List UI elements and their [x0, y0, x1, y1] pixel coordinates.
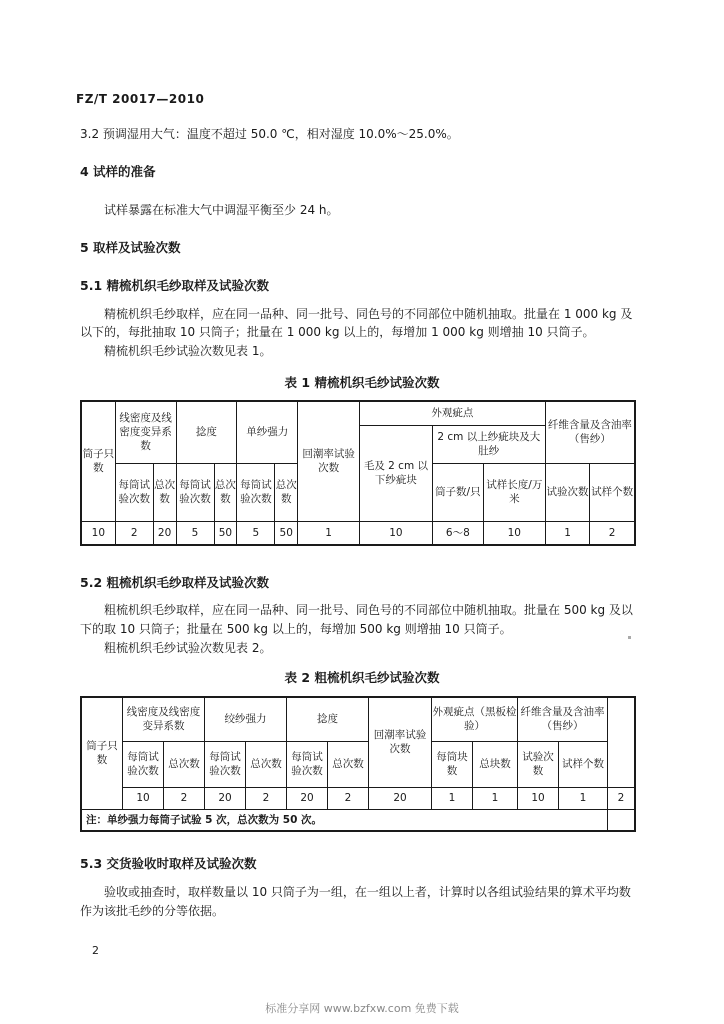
section-5-heading: 5 取样及试验次数: [80, 240, 181, 255]
table-cell: 2: [246, 787, 287, 809]
table-row: [81, 521, 635, 545]
t1-sub-per-twist: 每筒试验次数: [176, 463, 214, 521]
t2-h-strength: 绞纱强力: [205, 697, 287, 741]
table-cell: 10: [360, 521, 433, 545]
clause-5-2-line3: 粗梳机织毛纱试验次数见表 2。: [104, 641, 272, 655]
t1-sub-length: 试样长度/万米: [483, 463, 545, 521]
clause-3-2: 3.2 预调湿用大气：温度不超过 50.0 ℃，相对湿度 10.0%～25.0%。: [80, 127, 459, 141]
t2-sub-per-linear: 每筒试验次数: [123, 741, 164, 787]
t2-h-tubes: 筒子只数: [81, 697, 123, 809]
table-1: [80, 400, 636, 546]
table-2-note: 注：单纱强力每筒子试验 5 次，总次数为 50 次。: [81, 809, 608, 831]
table-cell: 1: [559, 787, 608, 809]
t2-h-regain: 回潮率试验次数: [369, 697, 432, 787]
clause-5-3-line2: 作为该批毛纱的分等依据。: [80, 904, 225, 918]
table-cell: 2: [164, 787, 205, 809]
table-cell: 50: [214, 521, 237, 545]
t1-h-tubes: 筒子只数: [81, 401, 115, 521]
t2-sub-total-blocks: 总块数: [473, 741, 518, 787]
t2-sub-total-strength: 总次数: [246, 741, 287, 787]
t1-sub-total-twist: 总次数: [214, 463, 237, 521]
clause-5-2-line2: 下的取 10 只筒子；批量在 500 kg 以上的，每增加 500 kg 则增抽 10 只筒子。: [80, 622, 512, 636]
t1-sub-total-linear: 总次数: [153, 463, 176, 521]
t1-h-strength: 单纱强力: [237, 401, 298, 463]
table-cell: 2: [328, 787, 369, 809]
t1-h-big: 2 cm 以上纱疵块及大肚纱: [432, 425, 545, 463]
page-number: 2: [92, 944, 99, 957]
t2-h-appearance: 外观疵点（黑板检验）: [432, 697, 518, 741]
section-4-heading: 4 试样的准备: [80, 164, 156, 179]
t1-h-regain: 回潮率试验次数: [298, 401, 360, 521]
table-cell: 5: [176, 521, 214, 545]
table-2: [80, 696, 636, 832]
t2-h-twist: 捻度: [287, 697, 369, 741]
table-2-caption: 表 2 粗梳机织毛纱试验次数: [284, 670, 440, 685]
section-4-text: 试样暴露在标准大气中调湿平衡至少 24 h。: [104, 203, 339, 217]
table-cell: 10: [81, 521, 115, 545]
t2-sub-total-twist: 总次数: [328, 741, 369, 787]
clause-5-2-line1: 粗梳机织毛纱取样，应在同一品种、同一批号、同色号的不同部位中随机抽取。批量在 500 kg 及以: [104, 603, 633, 617]
clause-5-1-line2: 以下的，每批抽取 10 只筒子；批量在 1 000 kg 以上的，每增加 1 000 kg 则增抽 10 只筒子。: [80, 325, 595, 339]
t1-sub-per-linear: 每筒试验次数: [115, 463, 153, 521]
table-cell: 20: [153, 521, 176, 545]
table-cell: 2: [115, 521, 153, 545]
table-cell: 10: [518, 787, 559, 809]
table-cell: 1: [432, 787, 473, 809]
table-cell: 1: [298, 521, 360, 545]
table-cell: 10: [483, 521, 545, 545]
table-cell: 50: [275, 521, 298, 545]
clause-5-1-line1: 精梳机织毛纱取样，应在同一品种、同一批号、同色号的不同部位中随机抽取。批量在 1 000 kg 及: [104, 307, 633, 321]
t2-sub-tests: 试验次数: [518, 741, 559, 787]
clause-5-3-heading: 5.3 交货验收时取样及试验次数: [80, 856, 257, 871]
t2-h-fiber: 纤维含量及含油率（售纱）: [518, 697, 608, 741]
t2-sub-total-linear: 总次数: [164, 741, 205, 787]
table-cell: 20: [205, 787, 246, 809]
table-cell: 1: [473, 787, 518, 809]
t1-sub-per-strength: 每筒试验次数: [237, 463, 275, 521]
table-row: [81, 787, 635, 809]
t1-h-hair: 毛及 2 cm 以下纱疵块: [360, 425, 433, 521]
table-cell: 1: [545, 521, 590, 545]
t1-h-linear: 线密度及线密度变异系数: [115, 401, 176, 463]
clause-5-1-heading: 5.1 精梳机织毛纱取样及试验次数: [80, 278, 269, 293]
t1-sub-total-strength: 总次数: [275, 463, 298, 521]
t2-sub-tube-blocks: 每筒块数: [432, 741, 473, 787]
t1-h-appearance: 外观疵点: [360, 401, 546, 425]
standard-number: FZ/T 20017—2010: [76, 92, 205, 106]
table-cell: 10: [123, 787, 164, 809]
t1-sub-tests: 试验次数: [545, 463, 590, 521]
table-cell: 5: [237, 521, 275, 545]
table-cell: 2: [608, 787, 636, 809]
t1-h-fiber: 纤维含量及含油率（售纱）: [545, 401, 635, 463]
table-cell: 2: [590, 521, 635, 545]
t2-sub-samples: 试样个数: [559, 741, 608, 787]
scan-speck: [628, 636, 631, 639]
clause-5-1-line3: 精梳机织毛纱试验次数见表 1。: [104, 344, 272, 358]
t2-h-linear: 线密度及线密度变异系数: [123, 697, 205, 741]
t2-sub-per-strength: 每筒试验次数: [205, 741, 246, 787]
table-cell: 20: [369, 787, 432, 809]
footer-watermark: 标准分享网 www.bzfxw.com 免费下载: [265, 1002, 459, 1015]
clause-5-3-line1: 验收或抽查时，取样数量以 10 只筒子为一组，在一组以上者，计算时以各组试验结果的算术平均数: [104, 885, 631, 899]
table-1-caption: 表 1 精梳机织毛纱试验次数: [284, 375, 440, 390]
t1-sub-samples: 试样个数: [590, 463, 635, 521]
table-cell: 20: [287, 787, 328, 809]
t1-h-twist: 捻度: [176, 401, 237, 463]
t2-sub-per-twist: 每筒试验次数: [287, 741, 328, 787]
t1-sub-tube-count: 筒子数/只: [432, 463, 483, 521]
table-cell: 6～8: [432, 521, 483, 545]
clause-5-2-heading: 5.2 粗梳机织毛纱取样及试验次数: [80, 575, 269, 590]
